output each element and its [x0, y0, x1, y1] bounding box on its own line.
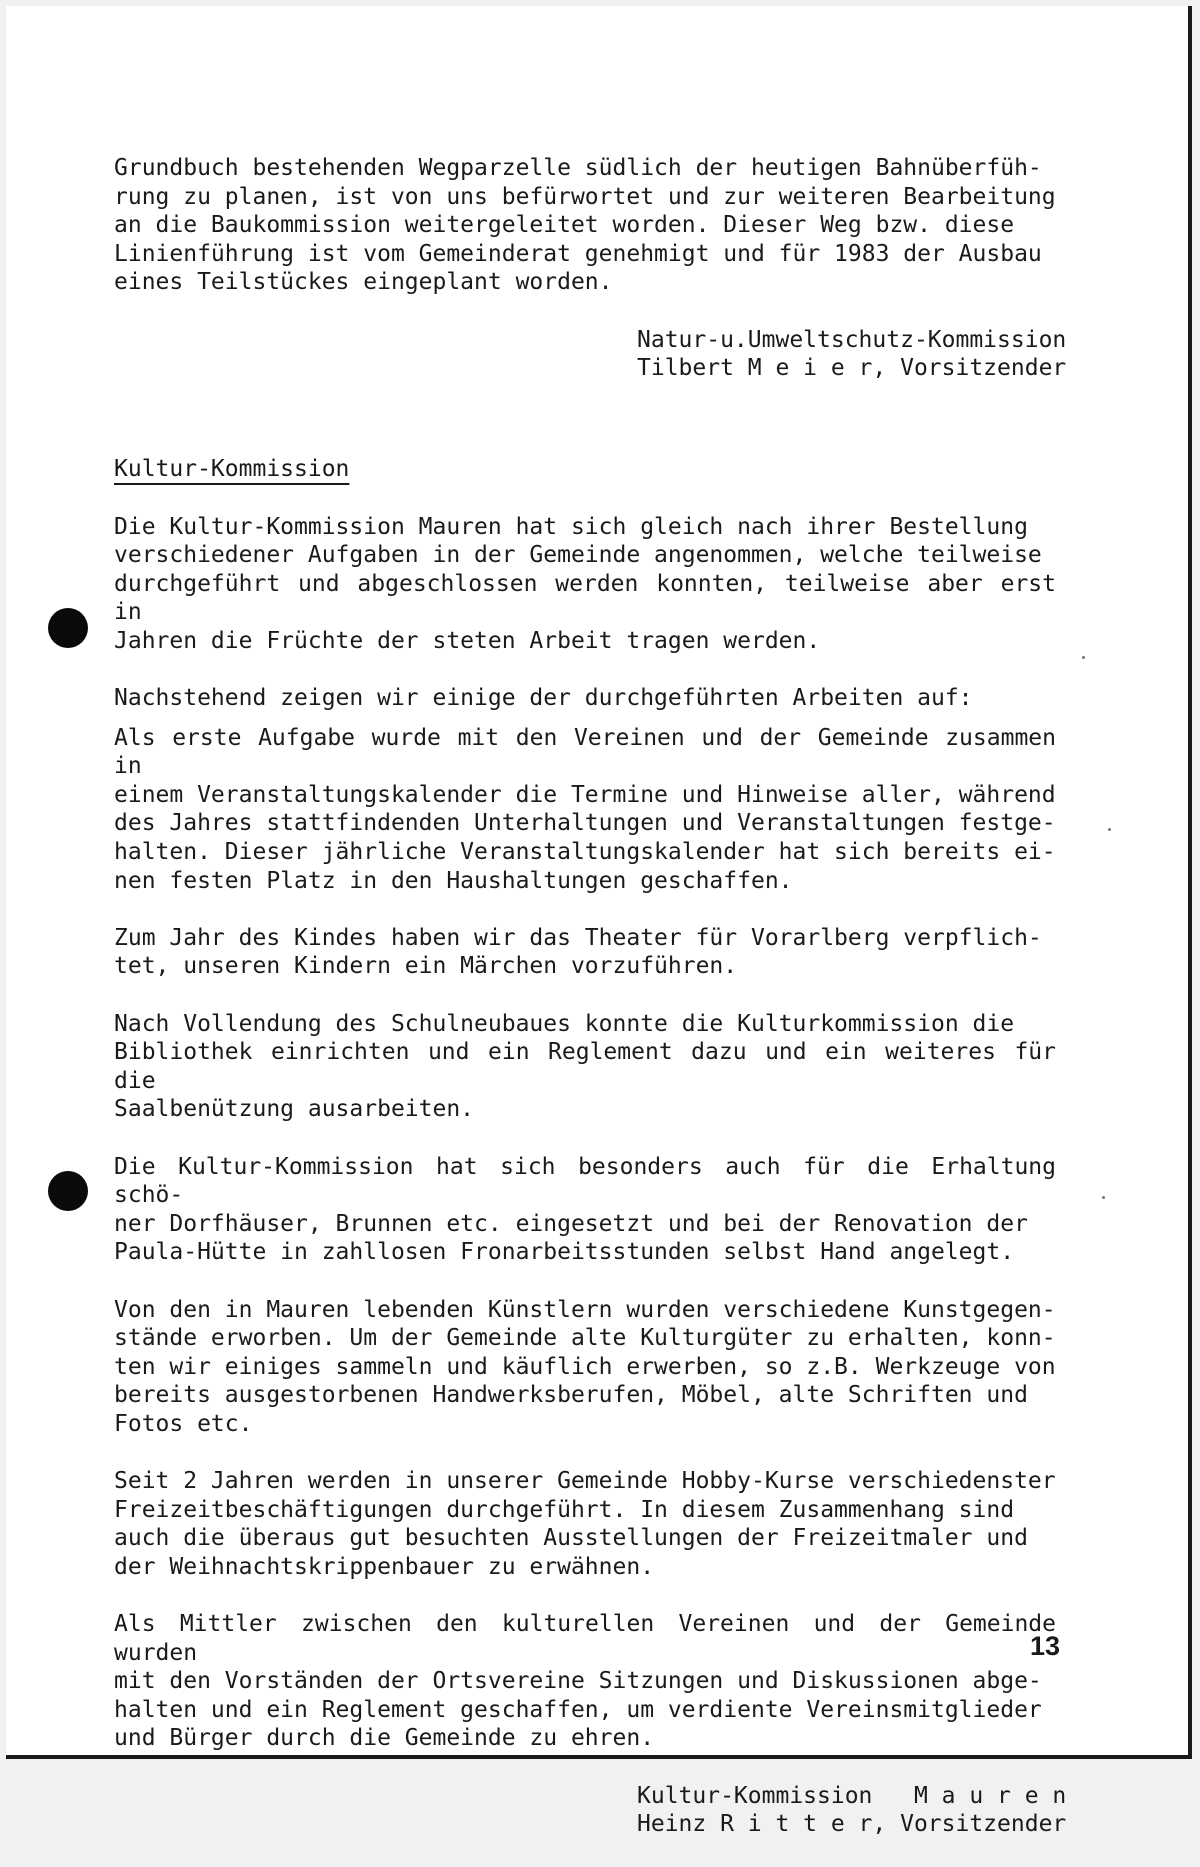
text-line: nen festen Platz in den Haushaltungen geschaffen.: [114, 867, 793, 894]
text-line: eines Teilstückes eingeplant worden.: [114, 269, 613, 296]
text-line: auch die überaus gut besuchten Ausstellungen der Freizeitmaler und: [114, 1525, 1028, 1552]
paragraph-dorfhaeuser: [114, 1153, 1056, 1267]
paragraph-bibliothek: [114, 1010, 1056, 1124]
text-line: an die Baukommission weitergeleitet worden. Dieser Weg bzw. diese: [114, 212, 1015, 239]
signature-committee: Natur-u.Umweltschutz-Kommission: [637, 326, 1067, 353]
signature-natur-umweltschutz: [114, 326, 1067, 383]
text-line: Linienführung ist vom Gemeinderat genehmigt und für 1983 der Ausbau: [114, 240, 1042, 267]
scan-speck: [1108, 828, 1111, 831]
punch-hole-upper: [48, 608, 88, 648]
signature-chair: Heinz R i t t e r, Vorsitzender: [637, 1811, 1067, 1838]
text-line: stände erworben. Um der Gemeinde alte Kulturgüter zu erhalten, konn-: [114, 1325, 1056, 1352]
text-line: rung zu planen, ist von uns befürwortet und zur weiteren Bearbeitung: [114, 183, 1056, 210]
text-line: durchgeführt und abgeschlossen werden konnten, teilweise aber erst in: [114, 570, 1056, 626]
paragraph-veranstaltungskalender: [114, 724, 1056, 896]
text-line: bereits ausgestorbenen Handwerksberufen, Möbel, alte Schriften und: [114, 1382, 1028, 1409]
text-line: Nach Vollendung des Schulneubaues konnte die Kulturkommission die: [114, 1010, 1015, 1037]
paragraph-hobby-kurse: [114, 1467, 1056, 1581]
text-line: Nachstehend zeigen wir einige der durchgeführten Arbeiten auf:: [114, 685, 973, 712]
text-line: halten und ein Reglement geschaffen, um verdiente Vereinsmitglieder: [114, 1696, 1042, 1723]
paragraph-mittler: [114, 1610, 1056, 1753]
text-line: halten. Dieser jährliche Veranstaltungskalender hat sich bereits ei-: [114, 839, 1056, 866]
text-line: ner Dorfhäuser, Brunnen etc. eingesetzt und bei der Renovation der: [114, 1210, 1028, 1237]
text-line: Bibliothek einrichten und ein Reglement dazu und ein weiteres für die: [114, 1039, 1056, 1094]
text-line: Saalbenützung ausarbeiten.: [114, 1096, 475, 1123]
text-line: Jahren die Früchte der steten Arbeit tragen werden.: [114, 627, 821, 654]
text-line: Als erste Aufgabe wurde mit den Vereinen und der Gemeinde zusammen in: [114, 724, 1056, 780]
signature-committee: Kultur-Kommission M a u r e n: [637, 1782, 1067, 1809]
text-line: Paula-Hütte in zahllosen Fronarbeitsstunden selbst Hand angelegt.: [114, 1239, 1015, 1266]
text-line: und Bürger durch die Gemeinde zu ehren.: [114, 1725, 655, 1752]
text-line: Die Kultur-Kommission hat sich besonders auch für die Erhaltung schö-: [114, 1153, 1056, 1209]
document-page: [6, 6, 1192, 1838]
text-line: ten wir einiges sammeln und käuflich erwerben, so z.B. Werkzeuge von: [114, 1353, 1056, 1380]
page-number: 13: [1030, 1631, 1061, 1661]
punch-hole-lower: [48, 1171, 88, 1211]
text-line: tet, unseren Kindern ein Märchen vorzuführen.: [114, 953, 738, 980]
intro-paragraph: [114, 154, 1056, 297]
scan-speck: [1102, 1196, 1105, 1199]
text-line: Fotos etc.: [114, 1410, 253, 1437]
signature-chair: Tilbert M e i e r, Vorsitzender: [637, 355, 1067, 382]
text-line: mit den Vorständen der Ortsvereine Sitzungen und Diskussionen abge-: [114, 1668, 1042, 1695]
paragraph-kunstgegenstaende: [114, 1296, 1056, 1439]
text-line: Grundbuch bestehenden Wegparzelle südlich der heutigen Bahnüberfüh-: [114, 155, 1042, 181]
scan-speck: [1082, 656, 1085, 659]
text-line: Zum Jahr des Kindes haben wir das Theater für Vorarlberg verpflich-: [114, 924, 1042, 951]
text-line: der Weihnachtskrippenbauer zu erwähnen.: [114, 1553, 655, 1580]
text-line: Als Mittler zwischen den kulturellen Vereinen und der Gemeinde wurden: [114, 1611, 1056, 1666]
paragraph-jahr-des-kindes: [114, 924, 1056, 981]
section-heading-kultur-kommission: Kultur-Kommission: [114, 456, 350, 483]
paragraph-list-intro: [114, 684, 1056, 713]
signature-kultur-kommission: [114, 1782, 1067, 1839]
page-content: [114, 154, 1067, 1867]
text-line: Von den in Mauren lebenden Künstlern wurden verschiedene Kunstgegen-: [114, 1296, 1056, 1323]
paragraph-intro-kultur: [114, 513, 1056, 656]
text-line: Seit 2 Jahren werden in unserer Gemeinde Hobby-Kurse verschiedenster: [114, 1468, 1056, 1495]
text-line: verschiedener Aufgaben in der Gemeinde angenommen, welche teilweise: [114, 542, 1042, 569]
text-line: einem Veranstaltungskalender die Termine und Hinweise aller, während: [114, 781, 1056, 808]
text-line: Die Kultur-Kommission Mauren hat sich gleich nach ihrer Bestellung: [114, 513, 1028, 540]
text-line: Freizeitbeschäftigungen durchgeführt. In diesem Zusammenhang sind: [114, 1496, 1015, 1523]
text-line: des Jahres stattfindenden Unterhaltungen und Veranstaltungen festge-: [114, 810, 1056, 837]
